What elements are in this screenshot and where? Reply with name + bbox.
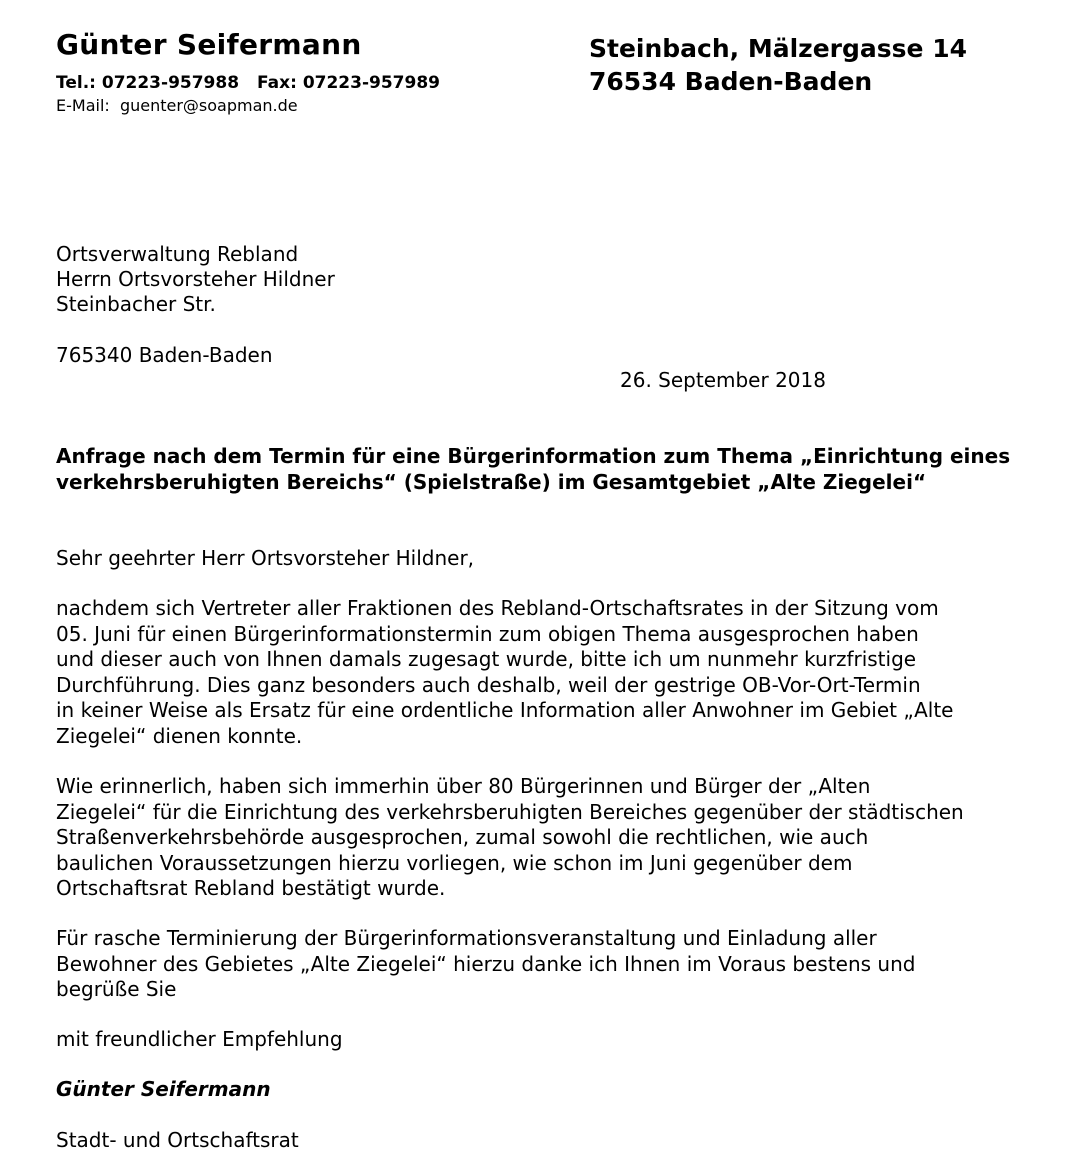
recipient-org: Ortsverwaltung Rebland — [56, 242, 299, 266]
sender-street: Steinbach, Mälzergasse 14 — [589, 34, 967, 63]
recipient-person: Herrn Ortsvorsteher Hildner — [56, 267, 335, 291]
signature-name: Günter Seifermann — [56, 1077, 271, 1101]
sender-city: 76534 Baden-Baden — [589, 67, 873, 96]
sender-fax: Fax: 07223-957989 — [257, 73, 440, 93]
sender-email: guenter@soapman.de — [119, 96, 298, 115]
letter-date: 26. September 2018 — [620, 368, 826, 392]
sender-name: Günter Seifermann — [56, 28, 362, 61]
recipient-address — [56, 242, 335, 317]
sender-phone: Tel.: 07223-957988 — [56, 73, 240, 93]
closing: mit freundlicher Empfehlung — [56, 1027, 343, 1051]
body-paragraph: Wie erinnerlich, haben sich immerhin über 80 Bürgerinnen und Bürger der „Alten Ziegelei“ für die Einrichtung des verkehrsberuhigten Bereiches gegenüber der städtischen Straßenverkehrsbehörde ausgesprochen, zumal sowohl die rechtlichen, wie auch baulichen Voraussetzungen hierzu vorliegen, wie schon im Juni gegenüber dem Ortschaftsrat Rebland bestätigt wurde. — [56, 774, 964, 900]
letter-subject: Anfrage nach dem Termin für eine Bürgerinformation zum Thema „Einrichtung eines verkehrsberuhigten Bereichs“ (Spielstraße) im Gesamtgebiet „Alte Ziegelei“ — [56, 444, 1011, 494]
sender-contact-line — [56, 73, 440, 93]
sender-email-line — [56, 96, 298, 115]
salutation: Sehr geehrter Herr Ortsvorsteher Hildner, — [56, 546, 475, 570]
recipient-street: Steinbacher Str. — [56, 292, 216, 316]
body-paragraph: Für rasche Terminierung der Bürgerinformationsveranstaltung und Einladung aller Bewohner des Gebietes „Alte Ziegelei“ hierzu danke ich Ihnen im Voraus bestens und begrüße Sie — [56, 926, 916, 1001]
sender-email-label: E-Mail: — [56, 96, 110, 115]
sender-address — [589, 32, 967, 98]
signature-title: Stadt- und Ortschaftsrat — [56, 1128, 299, 1152]
recipient-city: 765340 Baden-Baden — [56, 343, 273, 367]
body-paragraph: nachdem sich Vertreter aller Fraktionen des Rebland-Ortschaftsrates in der Sitzung vom 05. Juni für einen Bürgerinformationstermin zum obigen Thema ausgesprochen haben und dieser auch von Ihnen damals zugesagt wurde, bitte ich um nunmehr kurzfristige Durchführung. Dies ganz besonders auch deshalb, weil der gestrige OB-Vor-Ort-Termin in keiner Weise als Ersatz für eine ordentliche Information aller Anwohner im Gebiet „Alte Ziegelei“ dienen konnte. — [56, 596, 954, 748]
